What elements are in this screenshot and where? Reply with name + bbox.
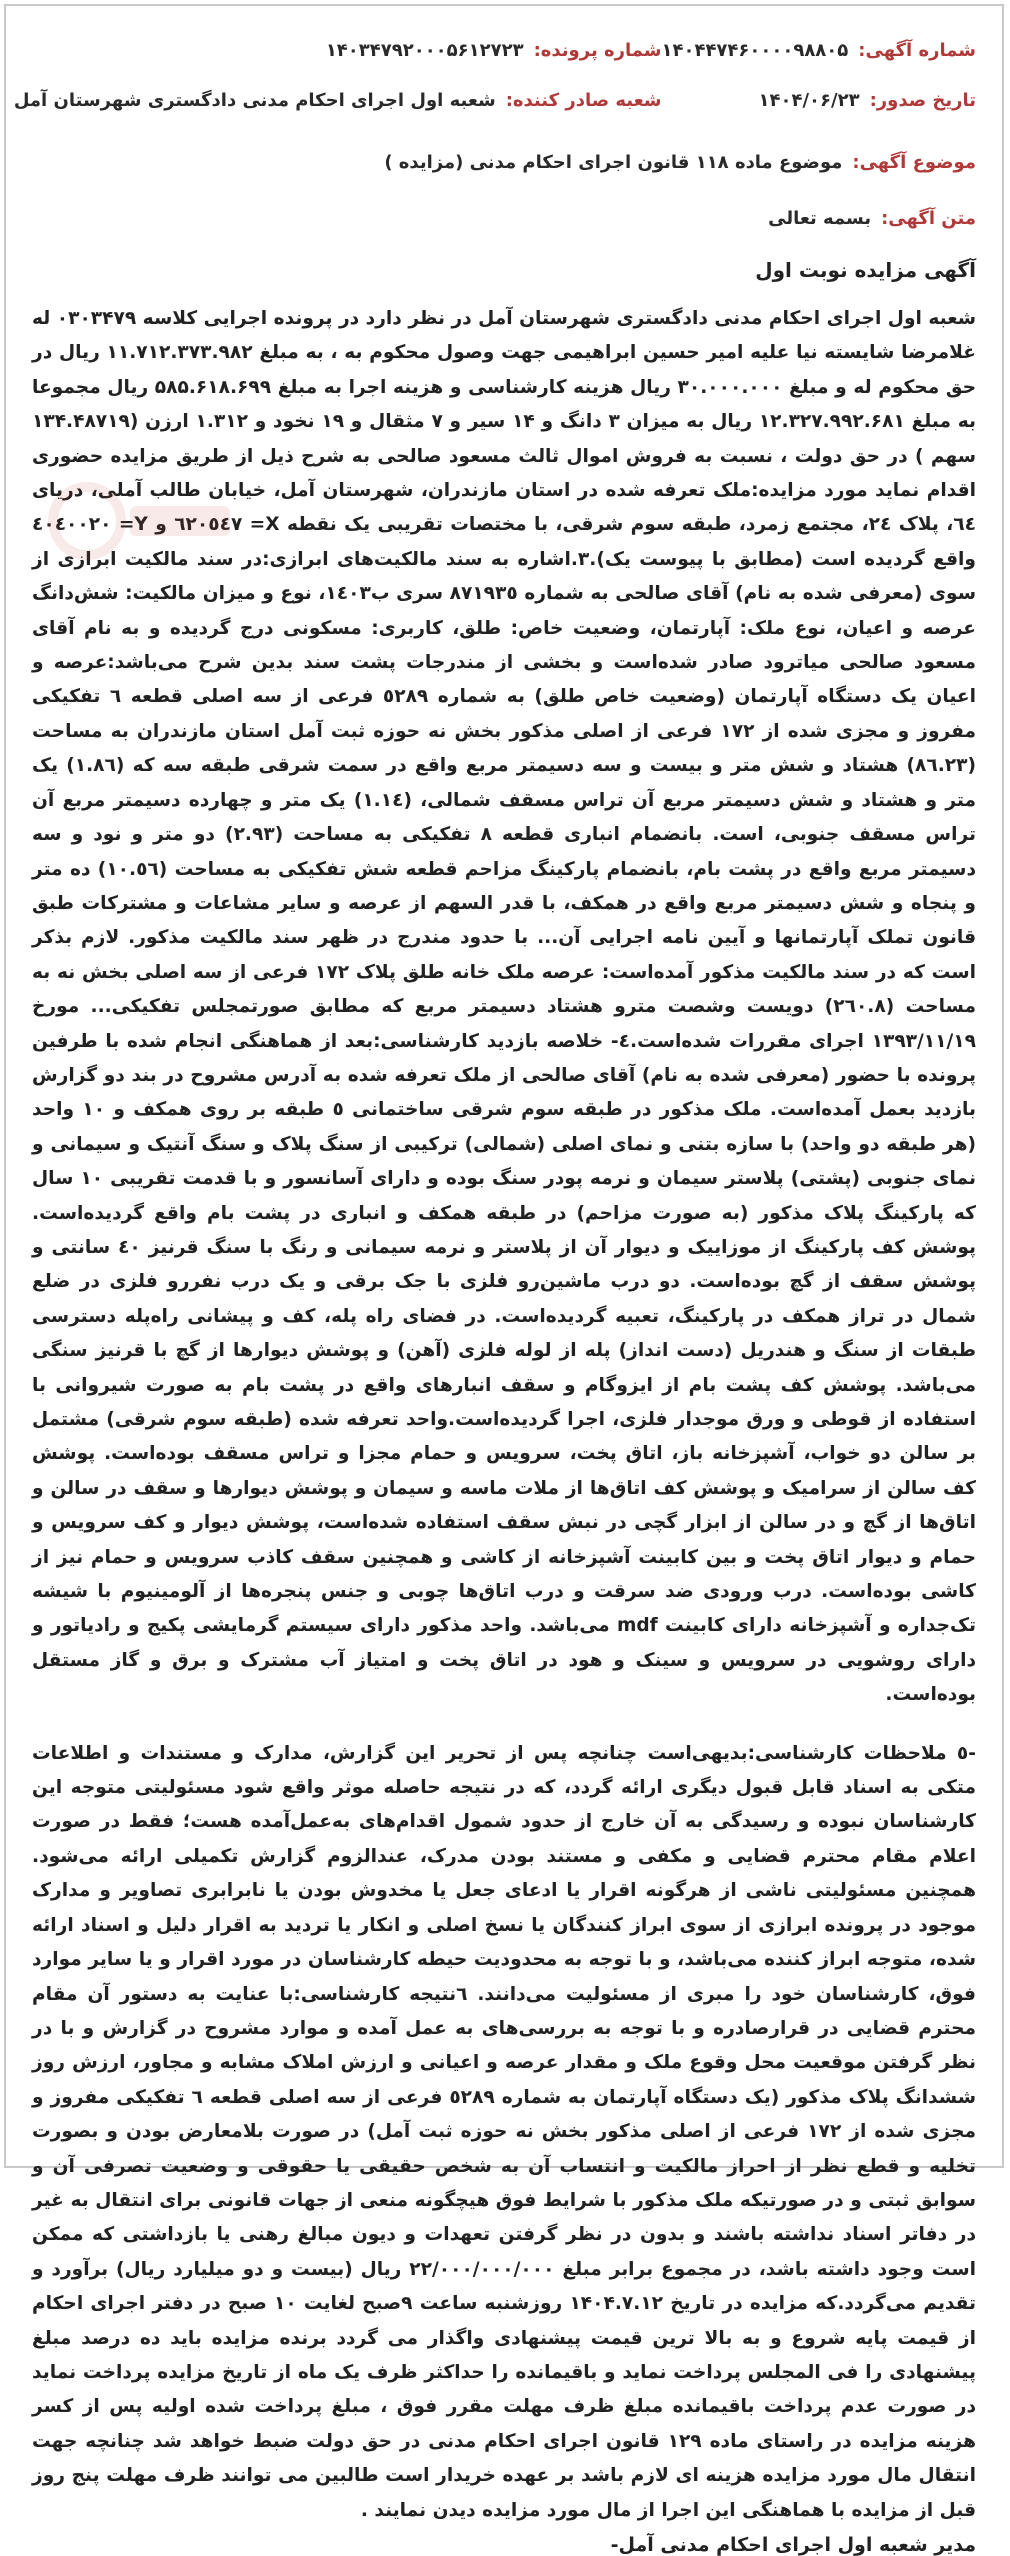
subject-value: موضوع ماده ۱۱۸ قانون اجرای احکام مدنی (مزایده )	[384, 152, 843, 173]
header-meta-right	[662, 40, 977, 140]
body-paragraph: -٥ ملاحظات کارشناسی:بدیهی‌است چنانچه پس از تحریر این گزارش، مدارک و مستندات و اطلاعات متکی به اسناد قابل قبول دیگری ارائه گردد، که در نتیجه حاصله موثر واقع شود مسئولیتی متوجه این کارشناسان نبوده و رسیدگی به آن خارج از حدود شمول اقدام‌های به‌عمل‌آمده هست؛ فقط در صورت اعلام مقام محترم قضایی و مکفی و مستند بودن مدرک، عندالزوم گزارش تکمیلی ارائه می‌شود. همچنین مسئولیتی ناشی از هرگونه اقرار یا ادعای جعل یا مخدوش بودن یا نابرابری تصاویر و مدارک موجود در پرونده ابرازی از سوی ابراز کنندگان یا نسخ اصلی و انکار یا تردید به اقرار دلیل و اسناد ارائه شده، متوجه ابراز کننده می‌باشد، و با توجه به محدودیت حیطه کارشناسان در مورد اقرار و یا سایر موارد فوق، کارشناسان خود را مبری از مسئولیت می‌دانند. ٦نتیجه کارشناسی:با عنایت به دستور آن مقام محترم قضایی در قرارصادره و با توجه به بررسی‌های به عمل آمده و موارد مشروح در گزارش و با در نظر گرفتن موقعیت محل وقوع ملک و مقدار عرصه و اعیانی و ارزش املاک مشابه و مجاور، ارزش روز ششدانگ پلاک مذکور (یک دستگاه آپارتمان به شماره ٥٢٨٩ فرعی از سه اصلی قطعه ٦ تفکیکی مفروز و مجزی شده از ١٧٢ فرعی از اصلی مذکور بخش نه حوزه ثبت آمل) در صورت بلامعارض بودن و بصورت تخلیه و قطع نظر از احراز مالکیت و انتساب آن به شخص حقیقی یا حقوقی و وضعیت تصرفی آن و سوابق ثبتی و در صورتیکه ملک مذکور با شرایط فوق هیچگونه منعی از جهات قانونی برای انتقال به غیر در دفاتر اسناد نداشته باشند و بدون در نظر گرفتن تعهدات و دیون مبالغ رهنی یا بازداشتی که ممکن است وجود داشته باشد، در مجموع برابر مبلغ ۲۲/۰۰۰/۰۰۰/۰۰۰ ریال (بیست و دو میلیارد ریال) برآورد و تقدیم می‌گردد.که مزایده در تاریخ ۱۴۰۴.۷.۱۲ روزشنبه ساعت ۹صبح لغایت ۱۰ صبح در دفتر اجرای احکام از قیمت پایه شروع و به بالا ترین قیمت پیشنهادی واگذار می گردد برنده مزایده باید ده درصد مبلغ پیشنهادی را فی المجلس پرداخت نماید و باقیمانده را حداکثر ظرف یک ماه از تاریخ مزایده پرداخت نماید در صورت عدم پرداخت باقیمانده مبلغ ظرف مهلت مقرر فوق ، مبلغ پرداخت شده اولیه پس از کسر هزینه مزایده در راستای ماده ۱۲۹ قانون اجرای احکام مدنی در حق دولت ضبط خواهد شد چنانچه جهت انتقال مال مورد مزایده هزینه ای لازم باشد بر عهده خریدار است طالبین می توانند ظرف مهلت پنج روز قبل از مزایده با هماهنگی این اجرا از مال مورد مزایده دیدن نمایند .	[32, 1742, 977, 2521]
ad-number-row	[662, 40, 977, 90]
case-number-label: شماره پرونده:	[533, 40, 662, 61]
header-meta-left	[14, 40, 662, 140]
issue-date-label: تاریخ صدور:	[869, 90, 976, 111]
signature-line: مدیر شعبه اول اجرای احکام مدنی آمل-	[610, 2534, 976, 2556]
subject-row	[32, 152, 976, 196]
subject-label: موضوع آگهی:	[852, 152, 976, 173]
ad-text-row	[32, 208, 976, 252]
issue-date-row	[662, 90, 977, 140]
ad-number-label: شماره آگهی:	[858, 40, 976, 61]
issue-date-value: ۱۴۰۴/۰۶/۲۳	[758, 90, 860, 111]
notice-title: آگهی مزایده نوبت اول	[755, 258, 976, 282]
case-number-value: ۱۴۰۳۴۷۹۲۰۰۰۵۶۱۲۷۲۳	[325, 40, 524, 61]
issuer-label: شعبه صادر کننده:	[505, 90, 662, 111]
header-meta	[13, 40, 976, 140]
body-paragraph: شعبه اول اجرای احکام مدنی دادگستری شهرستان آمل در نظر دارد در پرونده اجرایی کلاسه ۰۳۰۳۴۷۹ له غلامرضا شایسته نیا علیه امیر حسین ابراهیمی جهت وصول محکوم به ، به مبلغ ۱۱.۷۱۲.۳۷۳.۹۸۲ ریال در حق محکوم له و مبلغ ۳۰.۰۰۰.۰۰۰ ریال هزینه کارشناسی و هزینه اجرا به مبلغ ۵۸۵.۶۱۸.۶۹۹ ریال مجموعا به مبلغ ۱۲.۳۲۷.۹۹۲.۶۸۱ ریال به میزان ۳ دانگ و ۱۴ سیر و ۷ مثقال و ۱۹ نخود و ۱.۳۱۲ ارزن (۱۳۴.۴۸۷۱۹ سهم ) در حق دولت ، نسبت به فروش اموال ثالث مسعود صالحی به شرح ذیل از طریق مزایده حضوری اقدام نماید مورد مزایده:ملک تعرفه شده در استان مازندران، شهرستان آمل، خیابان طالب آملی، دریای ٦٤، پلاک ٢٤، مجتمع زمرد، طبقه سوم شرقی، با مختصات تقریبی یک نقطه X= ٦٢٠٥٤٧ و Y= ٤٠٤٠٠٢٠ واقع گردیده است (مطابق با پیوست یک).٣.اشاره به سند مالکیت‌های ابرازی:در سند مالکیت ابرازی از سوی (معرفی شده به نام) آقای صالحی به شماره ٨٧١٩٣٥ سری ب١٤٠٣، نوع و میزان مالکیت: شش‌دانگ عرصه و اعیان، نوع ملک: آپارتمان، وضعیت خاص: طلق، کاربری: مسکونی درج گردیده و به نام آقای مسعود صالحی میاترود صادر شده‌است و بخشی از مندرجات پشت سند بدین شرح می‌باشد:عرصه و اعیان یک دستگاه آپارتمان (وضعیت خاص طلق) به شماره ٥٢٨٩ فرعی از سه اصلی قطعه ٦ تفکیکی مفروز و مجزی شده از ١٧٢ فرعی از اصلی مذکور بخش نه حوزه ثبت آمل استان مازندران به مساحت (٨٦.٢٣) هشتاد و شش متر و بیست و سه دسیمتر مربع واقع در سمت شرقی طبقه سه که (١.٨٦) یک متر و هشتاد و شش دسیمتر مربع آن تراس مسقف شمالی، (١.١٤) یک متر و چهارده دسیمتر مربع آن تراس مسقف جنوبی، است. بانضمام انباری قطعه ٨ تفکیکی به مساحت (٢.٩٣) دو متر و نود و سه دسیمتر مربع واقع در پشت بام، بانضمام پارکینگ مزاحم قطعه شش تفکیکی به مساحت (١٠.٥٦) ده متر و پنجاه و شش دسیمتر مربع واقع در همکف، با قدر السهم از عرصه و سایر مشاعات و مشترکات طبق قانون تملک آپارتمانها و آیین نامه اجرایی آن... با حدود مندرج در ظهر سند مالکیت مذکور. لازم بذکر است که در سند مالکیت مذکور آمده‌است: عرصه ملک خانه طلق پلاک ١٧٢ فرعی از سه اصلی بخش نه به مساحت (٢٦٠.٨) دویست وشصت مترو هشتاد دسیمتر مربع که مطابق صورتمجلس تفکیکی... مورخ ١٣٩٣/١١/١٩ اجرای مقررات شده‌است.٤- خلاصه بازدید کارشناسی:بعد از هماهنگی انجام شده با طرفین پرونده با حضور (معرفی شده به نام) آقای صالحی از ملک تعرفه شده به آدرس مشروح در بند دو گزارش بازدید بعمل آمده‌است. ملک مذکور در طبقه سوم شرقی ساختمانی ٥ طبقه بر روی همکف و ١٠ واحد (هر طبقه دو واحد) با سازه بتنی و نمای اصلی (شمالی) ترکیبی از سنگ پلاک و سنگ آنتیک و سیمانی و نمای جنوبی (پشتی) پلاستر سیمان و نرمه پودر سنگ بوده و دارای آسانسور و با قدمت تقریبی ١٠ سال که پارکینگ پلاک مذکور (به صورت مزاحم) در طبقه همکف و انباری در پشت بام واقع گردیده‌است. پوشش کف پارکینگ از موزاییک و دیوار آن از پلاستر و نرمه سیمانی و رنگ با سنگ قرنیز ٤٠ سانتی و پوشش سقف از گچ بوده‌است. دو درب ماشین‌رو فلزی با جک برقی و یک درب نفررو فلزی در ضلع شمال در تراز همکف در پارکینگ، تعبیه گردیده‌است. در فضای راه پله، کف و پیشانی راه‌پله دسترسی طبقات از سنگ و هندریل (دست انداز) پله از لوله فلزی (آهن) و پوشش دیوارها از گچ با قرنیز سنگی می‌باشد. پوشش کف پشت بام از ایزوگام و سقف انبارهای واقع در پشت بام به صورت شیروانی با استفاده از قوطی و ورق موجدار فلزی، اجرا گردیده‌است.واحد تعرفه شده (طبقه سوم شرقی) مشتمل بر سالن دو خواب، آشپزخانه باز، اتاق پخت، سرویس و حمام مجزا و تراس مسقف بوده‌است. پوشش کف سالن از سرامیک و پوشش کف اتاق‌ها از ملات ماسه و سیمان و پوشش دیوارها و سقف در سالن و اتاق‌ها از گچ و در سالن از ابزار گچی در نبش سقف استفاده شده‌است، پوشش دیوار و کف سرویس و حمام و دیوار اتاق پخت و بین کابینت آشپزخانه از کاشی و همچنین سقف کاذب سرویس و حمام نیز از کاشی بوده‌است. درب ورودی ضد سرقت و درب اتاق‌ها چوبی و جنس پنجره‌ها از آلومینیوم با شیشه تک‌جداره و آشپزخانه دارای کابینت mdf می‌باشد. واحد مذکور دارای سیستم گرمایشی پکیج و رادیاتور و دارای روشویی در سرویس و سینک و هود در اتاق پخت و امتیاز آب مشترک و برق و گاز مستقل بوده‌است.	[32, 308, 977, 1706]
notice-page	[4, 4, 1004, 2556]
ad-text-value: بسمه تعالی	[768, 208, 872, 229]
ad-text-label: متن آگهی:	[881, 208, 976, 229]
case-number-row	[14, 40, 662, 90]
ad-number-value: ۱۴۰۴۴۷۴۶۰۰۰۰۹۸۸۰۵	[661, 40, 849, 61]
issuer-row	[14, 90, 662, 140]
issuer-value: شعبه اول اجرای احکام مدنی دادگستری شهرستان آمل	[13, 90, 496, 111]
